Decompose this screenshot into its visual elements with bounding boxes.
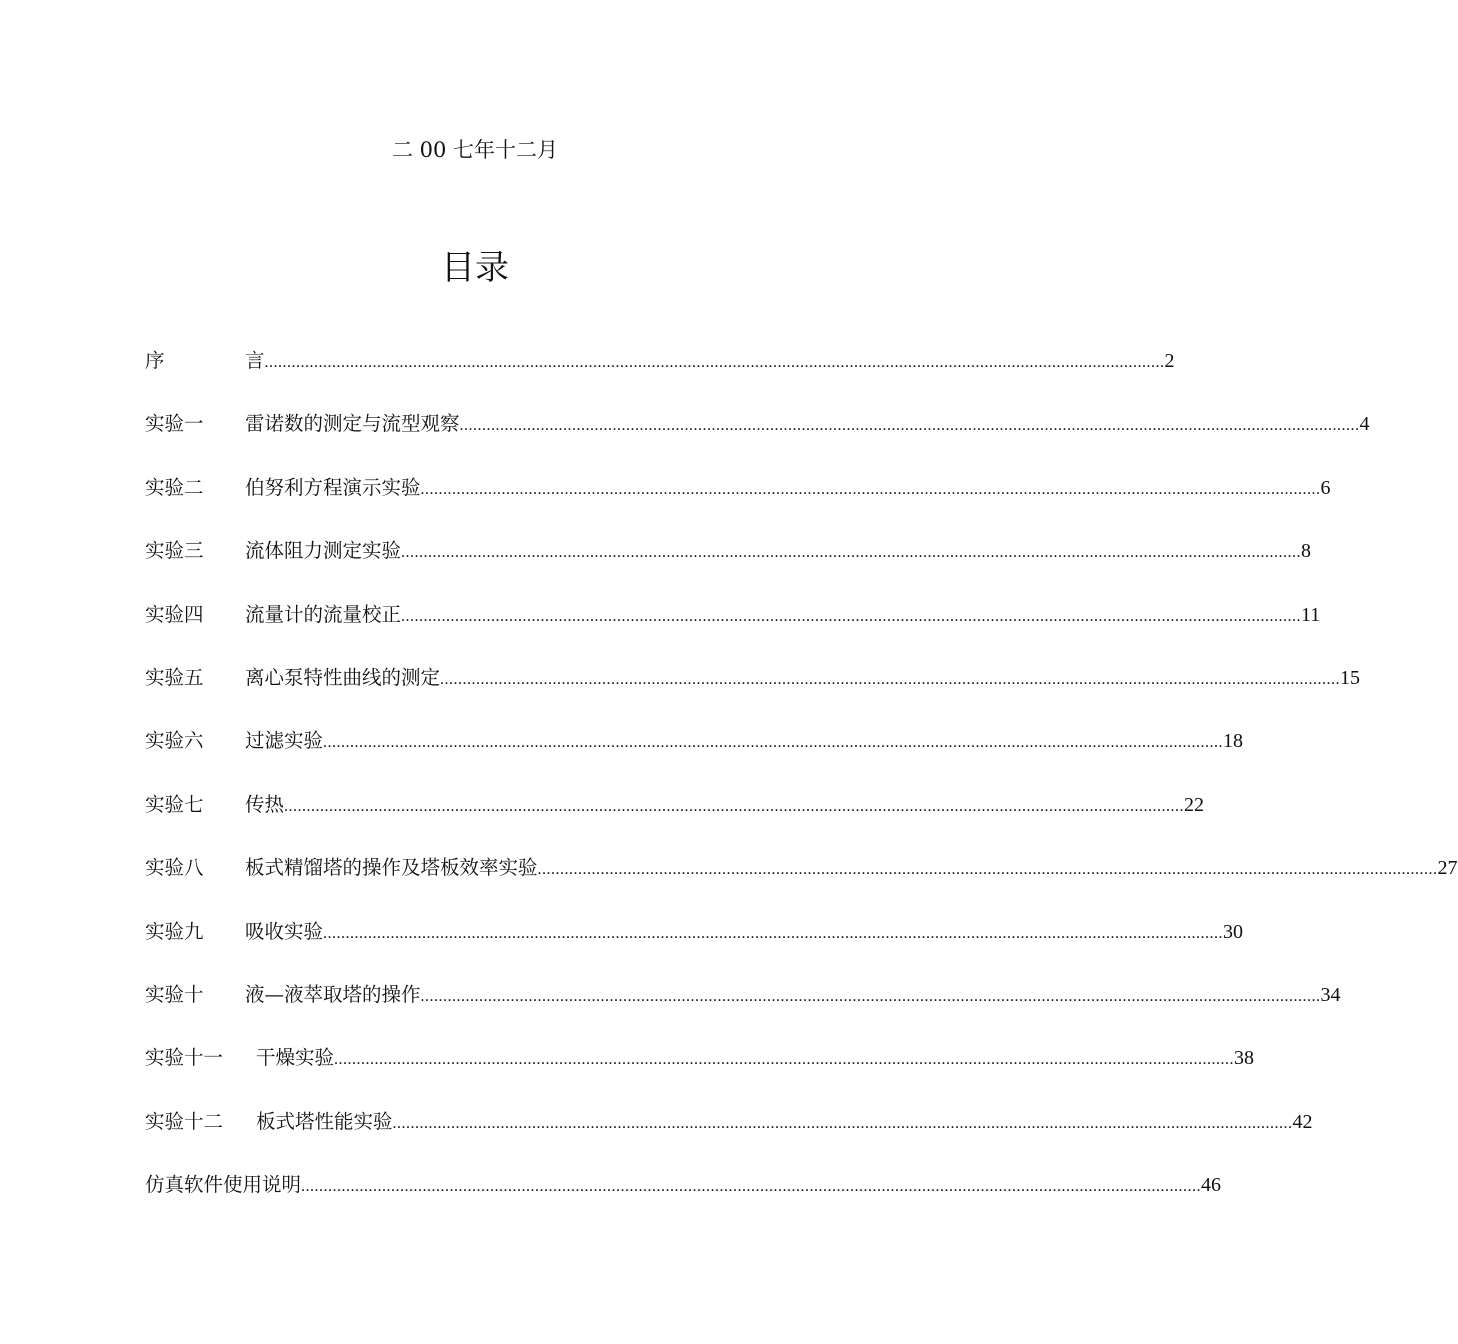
- toc-entry-experiment-3[interactable]: [145, 535, 1312, 598]
- toc-entry-experiment-12[interactable]: [145, 1106, 1313, 1169]
- toc-entry-label: 实验十: [145, 982, 204, 1006]
- toc-entry-page: 6: [1320, 476, 1331, 499]
- toc-entry-title: 流体阻力测定实验: [245, 539, 402, 563]
- toc-leader-dots: ........................................................................................................................................................................................................: [401, 607, 1302, 625]
- toc-leader-dots: ........................................................................................................................................................................................................: [537, 861, 1438, 879]
- toc-entry-label: 实验八: [145, 856, 204, 880]
- toc-entry-page: 38: [1234, 1047, 1255, 1070]
- toc-leader-dots: ........................................................................................................................................................................................................: [459, 417, 1360, 435]
- toc-entry-label: 实验四: [145, 602, 204, 626]
- toc-leader-dots: ........................................................................................................................................................................................................: [323, 924, 1224, 942]
- toc-entry-page: 4: [1359, 413, 1370, 436]
- toc-entry-label: 实验十一: [145, 1046, 224, 1070]
- toc-entry-page: 27: [1437, 857, 1458, 880]
- toc-entry-page: 15: [1340, 666, 1361, 689]
- toc-entry-title: 流量计的流量校正: [245, 602, 402, 626]
- toc-entry-title: 言: [245, 349, 265, 372]
- toc-entry-page: 18: [1223, 730, 1244, 753]
- toc-entry-experiment-6[interactable]: [145, 725, 1244, 788]
- toc-leader-dots: ........................................................................................................................................................................................................: [401, 544, 1302, 562]
- toc-leader-dots: ........................................................................................................................................................................................................: [284, 797, 1185, 815]
- toc-entry-title: 仿真软件使用说明: [145, 1173, 302, 1197]
- toc-entry-experiment-10[interactable]: [145, 979, 1341, 1042]
- toc-entry-label: 实验六: [145, 729, 204, 753]
- toc-entry-page: 11: [1301, 603, 1321, 626]
- toc-leader-dots: ........................................................................................................................................................................................................: [264, 354, 1165, 371]
- toc-entry-label: 实验二: [145, 475, 204, 499]
- toc-leader-dots: ........................................................................................................................................................................................................: [323, 734, 1224, 752]
- toc-entry-experiment-5[interactable]: [145, 662, 1361, 725]
- toc-entry-experiment-9[interactable]: [145, 916, 1244, 979]
- toc-entry-title: 吸收实验: [245, 919, 324, 943]
- toc-entry-experiment-4[interactable]: [145, 599, 1321, 662]
- toc-leader-dots: ........................................................................................................................................................................................................: [440, 670, 1341, 688]
- toc-leader-dots: ........................................................................................................................................................................................................: [420, 987, 1321, 1005]
- toc-entry-preface[interactable]: [145, 345, 1175, 408]
- toc-entry-experiment-1[interactable]: [145, 408, 1370, 471]
- toc-entry-page: 22: [1184, 793, 1205, 816]
- toc-leader-dots: ........................................................................................................................................................................................................: [392, 1114, 1293, 1132]
- toc-entry-label: 实验一: [145, 412, 204, 436]
- table-of-contents: [145, 345, 1458, 1232]
- toc-entry-title: 离心泵特性曲线的测定: [245, 665, 441, 689]
- toc-entry-title: 过滤实验: [245, 729, 324, 753]
- toc-entry-page: 42: [1292, 1110, 1313, 1133]
- toc-entry-title: 伯努利方程演示实验: [245, 475, 421, 499]
- toc-entry-title: 干燥实验: [256, 1046, 335, 1070]
- toc-entry-experiment-8[interactable]: [145, 852, 1458, 915]
- toc-entry-title: 雷诺数的测定与流型观察: [245, 412, 460, 436]
- toc-entry-experiment-11[interactable]: [145, 1042, 1255, 1105]
- toc-leader-dots: ........................................................................................................................................................................................................: [334, 1051, 1235, 1069]
- toc-entry-experiment-2[interactable]: [145, 472, 1331, 535]
- toc-entry-title: 传热: [245, 792, 285, 816]
- toc-entry-page: 34: [1320, 983, 1341, 1006]
- toc-entry-label: 序: [145, 349, 165, 372]
- toc-entry-title: 液—液萃取塔的操作: [245, 982, 421, 1006]
- toc-entry-label: 实验九: [145, 919, 204, 943]
- toc-entry-title: 板式精馏塔的操作及塔板效率实验: [245, 856, 538, 880]
- toc-entry-label: 实验十二: [145, 1109, 224, 1133]
- toc-entry-label: 实验三: [145, 539, 204, 563]
- toc-entry-page: 46: [1201, 1174, 1222, 1197]
- toc-entry-page: 8: [1301, 540, 1312, 563]
- toc-entry-page: 30: [1223, 920, 1244, 943]
- toc-entry-title: 板式塔性能实验: [256, 1109, 393, 1133]
- toc-leader-dots: ........................................................................................................................................................................................................: [301, 1178, 1202, 1196]
- toc-entry-experiment-7[interactable]: [145, 789, 1205, 852]
- toc-entry-simulation-manual[interactable]: [145, 1169, 1222, 1232]
- toc-entry-page: 2: [1164, 350, 1175, 372]
- toc-entry-label: 实验七: [145, 792, 204, 816]
- toc-leader-dots: ........................................................................................................................................................................................................: [420, 480, 1321, 498]
- date-line: 二 00 七年十二月: [391, 138, 559, 162]
- toc-entry-label: 实验五: [145, 665, 204, 689]
- toc-title: 目录: [441, 248, 509, 288]
